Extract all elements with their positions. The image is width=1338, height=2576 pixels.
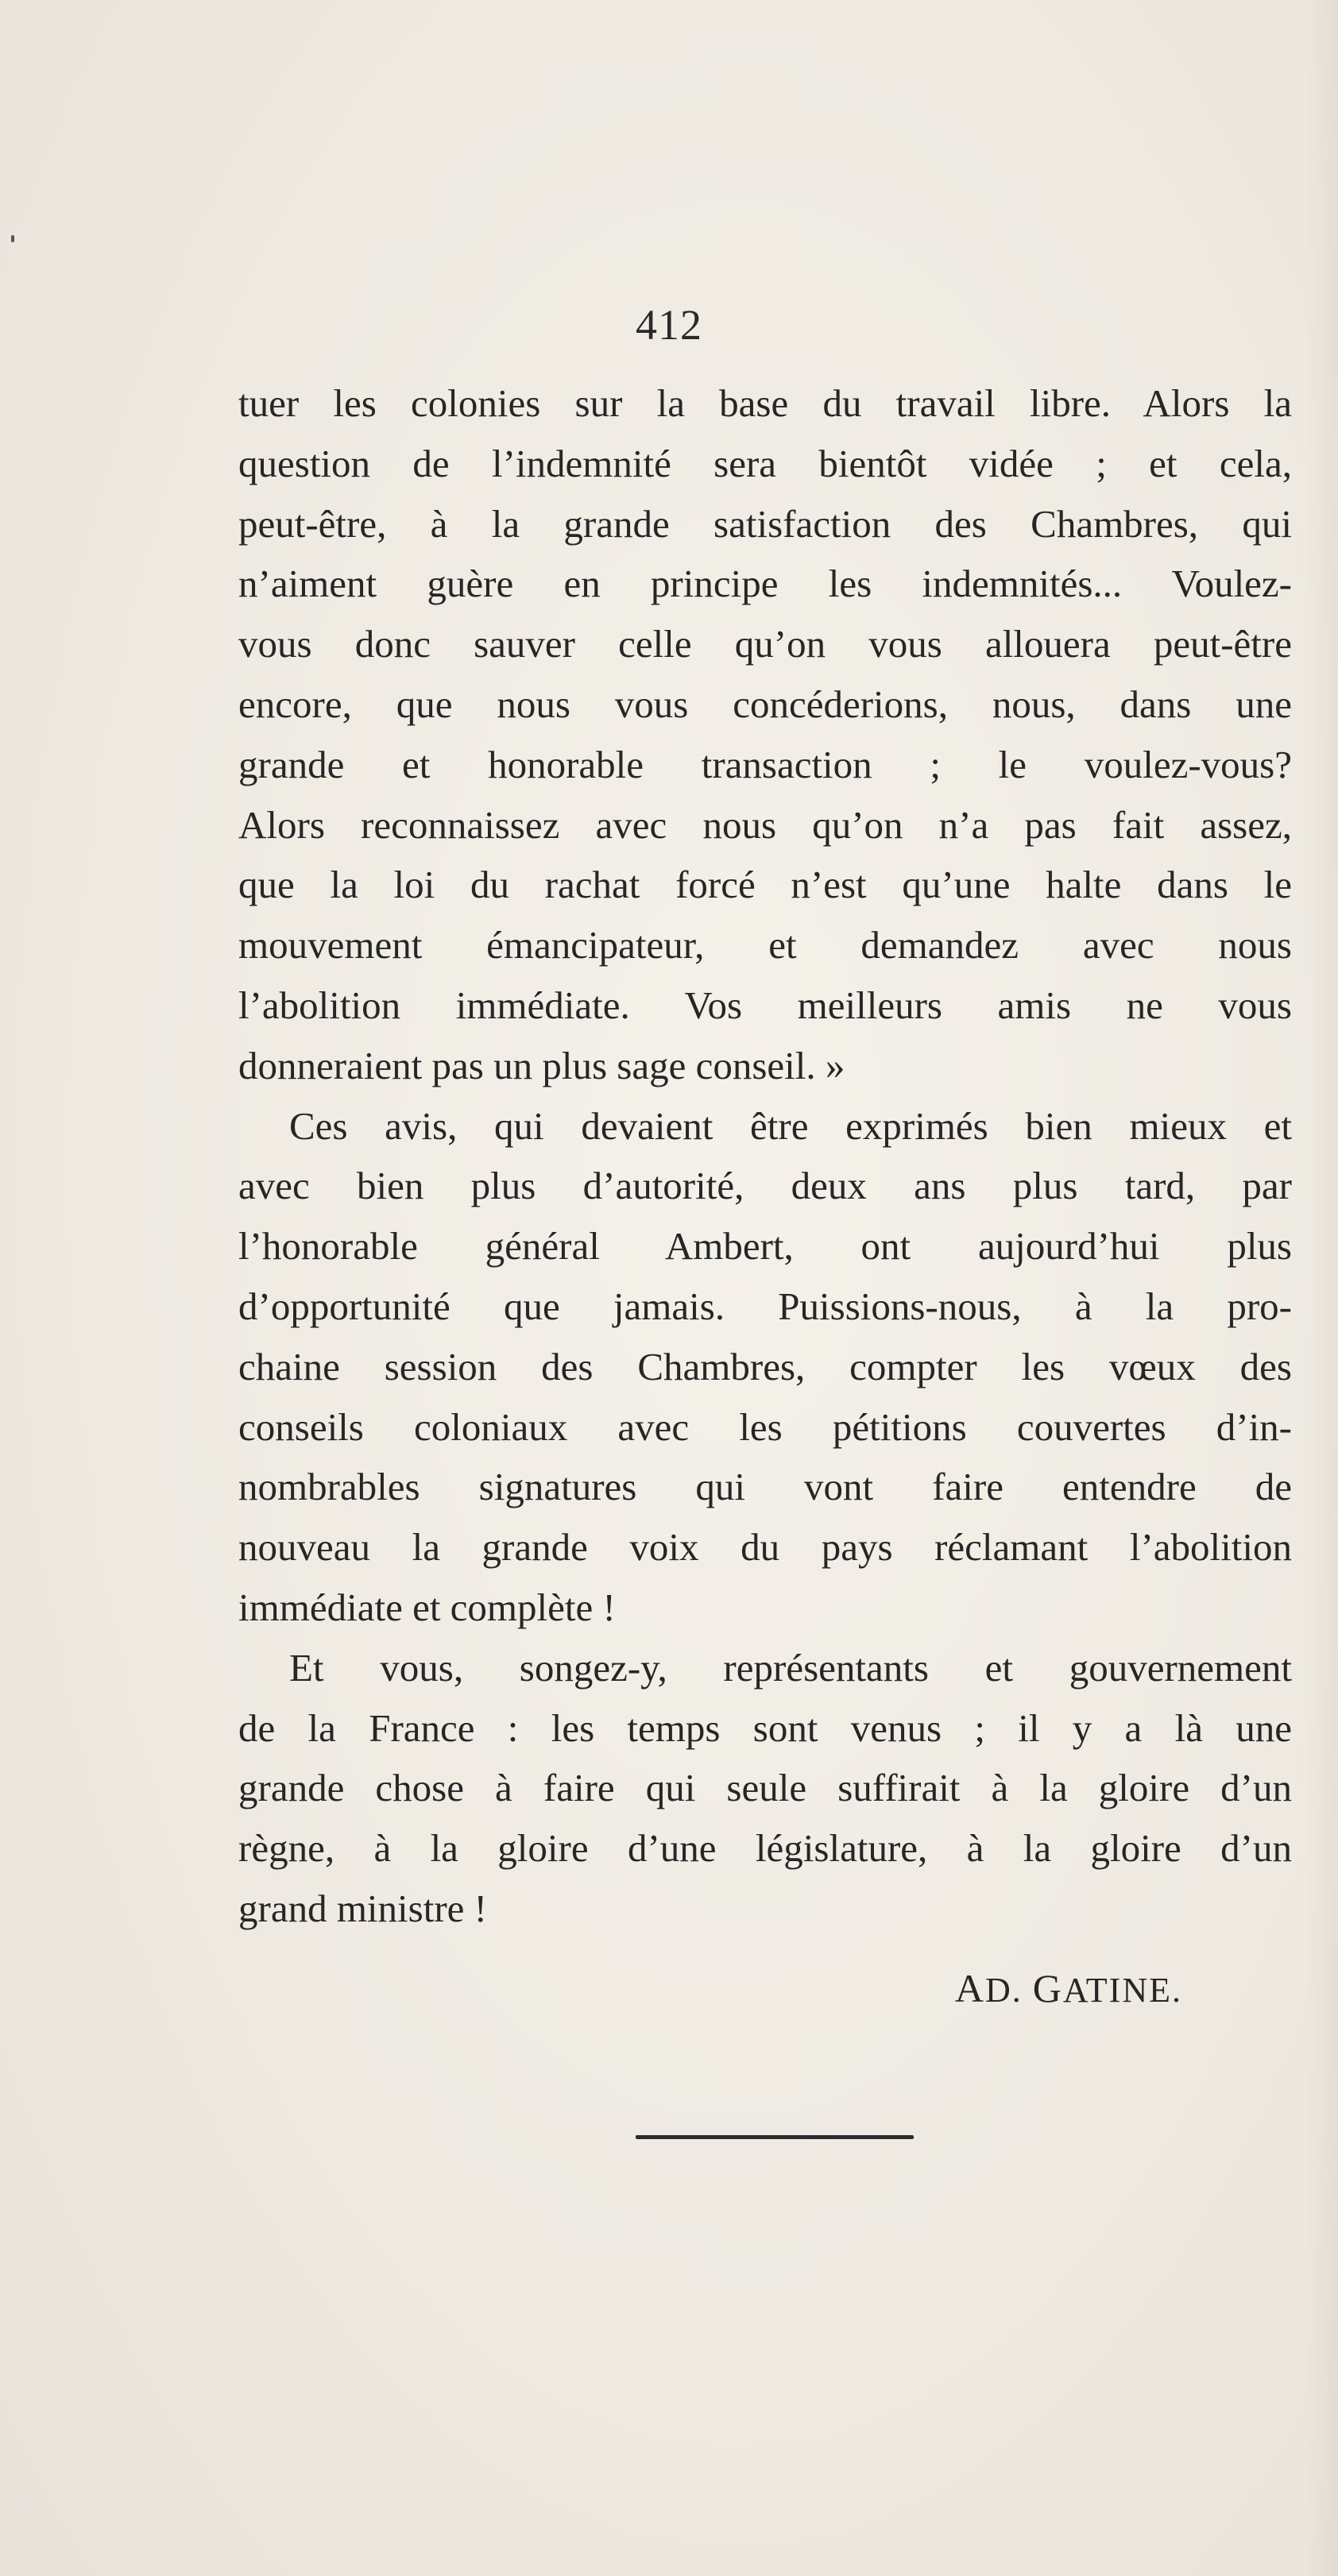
- page-edge-shadow: [1306, 0, 1338, 2576]
- text-line: Ces avis, qui devaient être exprimés bien mieux et: [289, 1103, 1292, 1148]
- author-signature: [955, 1965, 1182, 2011]
- signature-initial: G: [1032, 1966, 1063, 2010]
- text-line: tuer les colonies sur la base du travail libre. Alors la: [238, 381, 1292, 425]
- body-text: [238, 373, 1292, 1939]
- signature-text: ATINE.: [1062, 1971, 1182, 2010]
- text-line: immédiate et complète !: [238, 1585, 616, 1629]
- text-line: grand ministre !: [238, 1886, 487, 1930]
- text-line: peut-être, à la grande satisfaction des Chambres, qui: [238, 501, 1292, 546]
- signature-text: D.: [985, 1971, 1023, 2010]
- text-line: grande chose à faire qui seule suffirait à la gloire d’un: [238, 1766, 1292, 1810]
- text-line: règne, à la gloire d’une législature, à la gloire d’un: [238, 1826, 1292, 1871]
- text-line: avec bien plus d’autorité, deux ans plus tard, par: [238, 1164, 1292, 1208]
- text-line: Et vous, songez-y, représentants et gouvernement: [289, 1645, 1292, 1690]
- text-line: l’abolition immédiate. Vos meilleurs amis ne vous: [238, 983, 1292, 1027]
- text-line: encore, que nous vous concéderions, nous, dans une: [238, 682, 1292, 726]
- section-rule: [636, 2135, 914, 2139]
- text-line: nombrables signatures qui vont faire entendre de: [238, 1465, 1292, 1509]
- text-line: l’honorable général Ambert, ont aujourd’hui plus: [238, 1224, 1292, 1269]
- text-line: que la loi du rachat forcé n’est qu’une halte dans le: [238, 863, 1292, 907]
- ink-speck: [11, 235, 14, 242]
- text-line: chaine session des Chambres, compter les vœux des: [238, 1344, 1292, 1388]
- text-line: grande et honorable transaction ; le voulez-vous?: [238, 742, 1292, 786]
- signature-initial: A: [954, 1966, 986, 2010]
- text-line: vous donc sauver celle qu’on vous allouera peut-être: [238, 622, 1292, 666]
- text-line: de la France : les temps sont venus ; il y a là une: [238, 1705, 1292, 1750]
- text-line: conseils coloniaux avec les pétitions couvertes d’in-: [238, 1404, 1292, 1449]
- text-line: d’opportunité que jamais. Puissions-nous, à la pro-: [238, 1284, 1292, 1328]
- text-line: nouveau la grande voix du pays réclamant l’abolition: [238, 1525, 1292, 1570]
- page-number: 412: [636, 301, 702, 349]
- text-line: question de l’indemnité sera bientôt vidée ; et cela,: [238, 441, 1292, 485]
- text-line: mouvement émancipateur, et demandez avec nous: [238, 923, 1292, 967]
- text-line: Alors reconnaissez avec nous qu’on n’a pas fait assez,: [238, 802, 1292, 847]
- text-line: donneraient pas un plus sage conseil. »: [238, 1043, 845, 1087]
- text-line: n’aiment guère en principe les indemnités... Voulez-: [238, 562, 1292, 606]
